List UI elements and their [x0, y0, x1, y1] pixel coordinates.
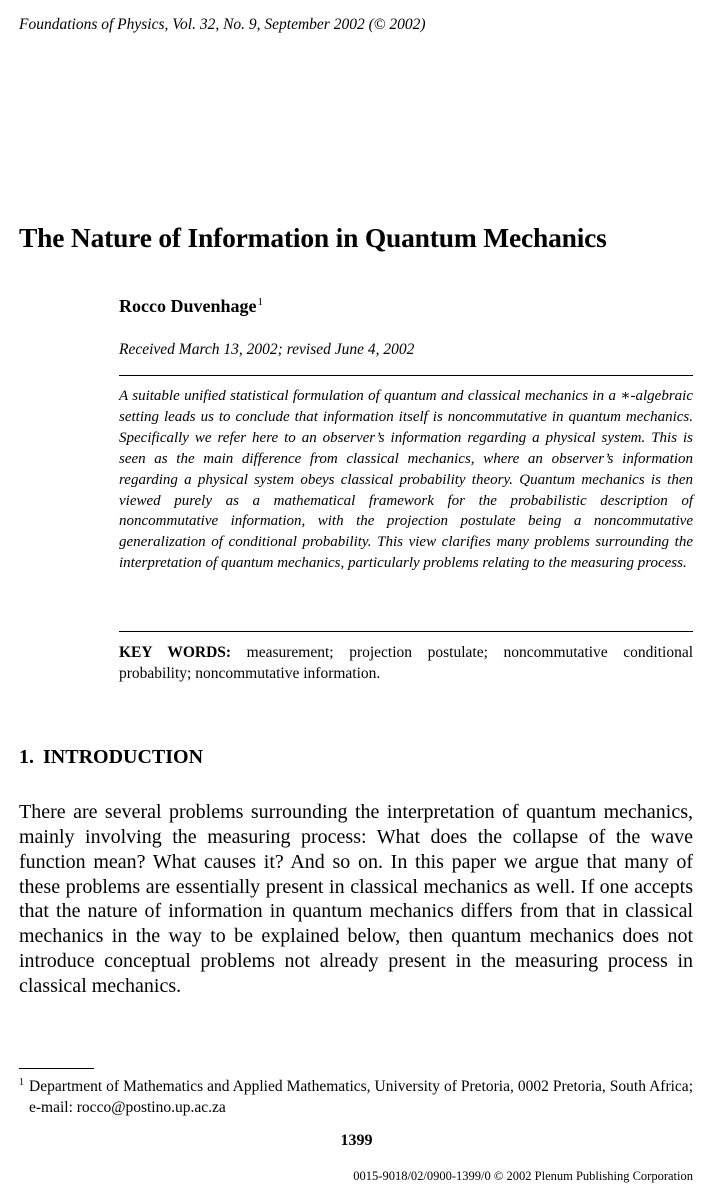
copyright-line: 0015-9018/02/0900-1399/0 © 2002 Plenum Publishing Corporation — [353, 1169, 693, 1183]
section-title: INTRODUCTION — [43, 746, 204, 768]
footnote-mark: 1 — [19, 1077, 24, 1088]
journal-header: Foundations of Physics, Vol. 32, No. 9, September 2002 (© 2002) — [19, 16, 426, 33]
page-number: 1399 — [340, 1132, 373, 1149]
section-heading — [19, 746, 203, 769]
abstract-bottom-rule — [119, 631, 693, 632]
keywords — [119, 642, 693, 684]
keywords-label: KEY WORDS: — [119, 644, 232, 661]
footnote-rule — [19, 1068, 94, 1069]
footnote-text: Department of Mathematics and Applied Mathematics, University of Pretoria, 0002 Pretoria, South Africa; e-mail: rocco@postino.up.ac.za — [29, 1078, 693, 1116]
abstract-top-rule — [119, 375, 693, 376]
author-footnote-mark: 1 — [257, 296, 263, 308]
abstract: A suitable unified statistical formulation of quantum and classical mechanics in a ∗-algebraic setting leads us to conclude that information itself is noncommutative in quantum mechanics. Specifically we refer here to an observer’s information regarding a physical system. This is seen as the main difference from classical mechanics, where an observer’s information regarding a physical system obeys classical probability theory. Quantum mechanics is then viewed purely as a mathematical framework for the probabilistic description of noncommutative information, with the projection postulate being a noncommutative generalization of conditional probability. This view clarifies many problems surrounding the interpretation of quantum mechanics, particularly problems relating to the measuring process. — [119, 388, 693, 572]
received-dates: Received March 13, 2002; revised June 4, 2002 — [119, 341, 415, 358]
introduction-paragraph: There are several problems surrounding the interpretation of quantum mechanics, mainly involving the measuring process: What does the collapse of the wave function mean? What causes it? And so on. In this paper we argue that many of these problems are essentially present in classical mechanics as well. If one accepts that the nature of information in quantum mechanics differs from that in classical mechanics in the way to be explained below, then quantum mechanics does not introduce conceptual problems not already present in the measuring process in classical mechanics. — [19, 801, 693, 997]
keywords-text: measurement; projection postulate; noncommutative conditional probability; noncommutative information. — [119, 644, 694, 682]
author-name: Rocco Duvenhage — [119, 296, 257, 316]
author-line — [119, 296, 263, 317]
paper-title: The Nature of Information in Quantum Mechanics — [19, 222, 607, 253]
section-number: 1. — [19, 746, 34, 768]
footnote — [19, 1076, 693, 1118]
